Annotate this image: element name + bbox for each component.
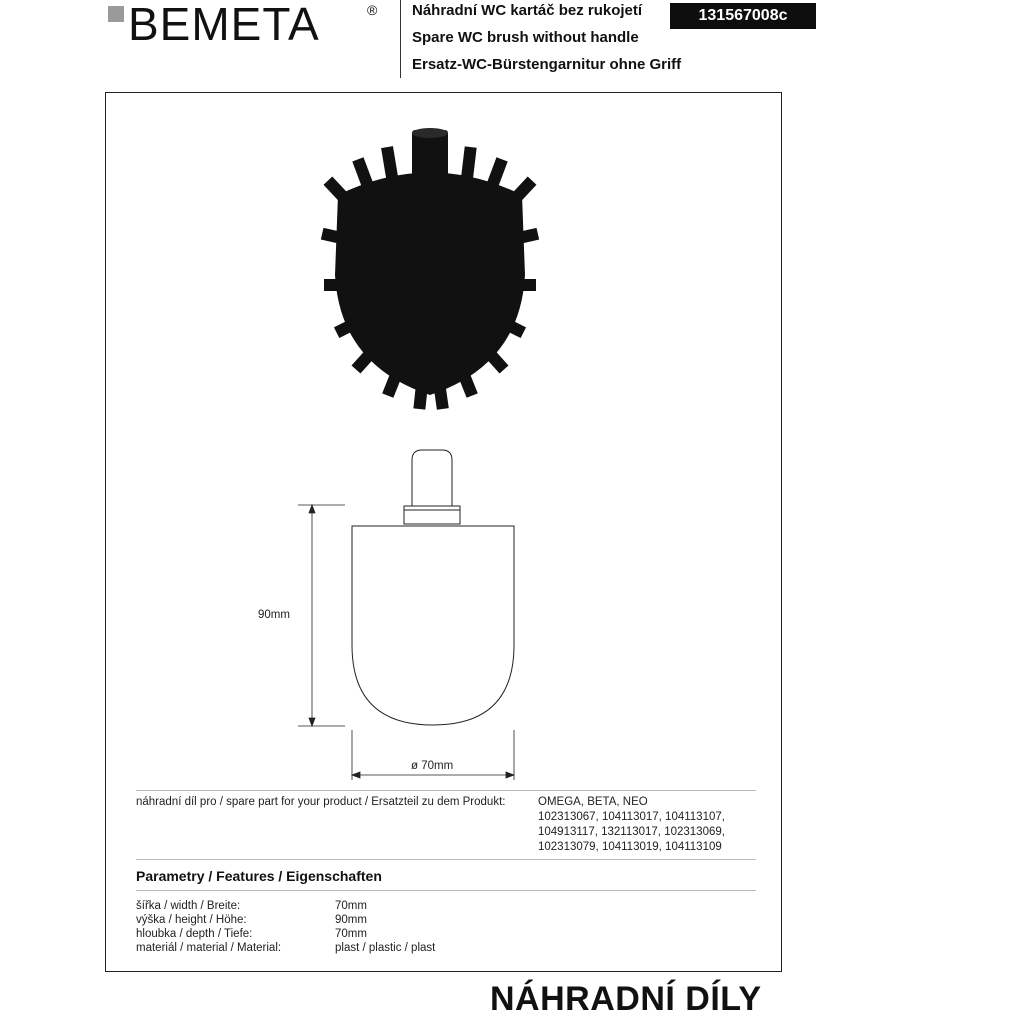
compat-label: náhradní díl pro / spare part for your product / Ersatzteil zu dem Produkt:: [136, 796, 506, 808]
compat-line: 102313079, 104113019, 104113109: [538, 841, 722, 853]
features-heading: Parametry / Features / Eigenschaften: [136, 868, 382, 884]
compat-line: 102313067, 104113017, 104113107,: [538, 811, 725, 823]
title-german: Ersatz-WC-Bürstengarnitur ohne Griff: [412, 56, 682, 73]
registered-mark: ®: [367, 2, 378, 18]
feature-label: hloubka / depth / Tiefe:: [136, 928, 253, 940]
width-dimension-label: ø 70mm: [411, 760, 454, 772]
feature-label: šířka / width / Breite:: [136, 900, 241, 912]
feature-value: 90mm: [335, 914, 367, 926]
product-code-badge: 131567008c: [670, 3, 816, 29]
header-divider: [400, 0, 401, 78]
feature-label: výška / height / Höhe:: [136, 914, 247, 926]
compat-line: 104913117, 132113017, 102313069,: [538, 826, 725, 838]
brand-logo: BEMETA: [128, 0, 320, 50]
section-divider: [136, 790, 756, 791]
logo-square: [108, 6, 124, 22]
compat-line: OMEGA, BETA, NEO: [538, 796, 648, 808]
feature-value: 70mm: [335, 928, 367, 940]
height-dimension-label: 90mm: [258, 609, 290, 621]
section-divider: [136, 859, 756, 860]
brush-head-photo: [320, 125, 540, 410]
feature-value: plast / plastic / plast: [335, 942, 436, 954]
feature-value: 70mm: [335, 900, 367, 912]
section-divider: [136, 890, 756, 891]
footer-title: NÁHRADNÍ DÍLY: [490, 980, 762, 1018]
title-czech: Náhradní WC kartáč bez rukojetí: [412, 2, 643, 19]
feature-label: materiál / material / Material:: [136, 942, 282, 954]
title-english: Spare WC brush without handle: [412, 29, 639, 46]
